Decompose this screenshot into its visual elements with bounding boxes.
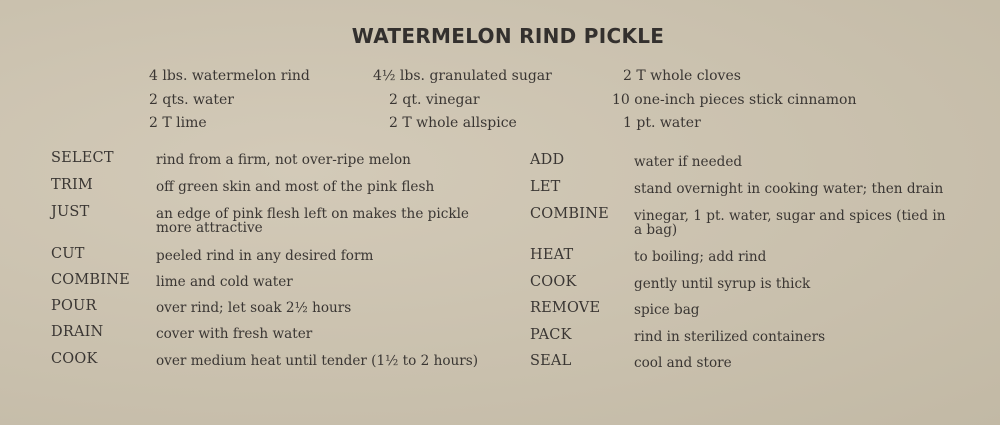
step-verb: LET [530,179,561,195]
step-verb: DRAIN [51,324,104,340]
ingredient-vinegar: 2 qt. vinegar [389,92,480,108]
step-verb: COOK [51,351,98,367]
step-verb: ADD [530,152,565,168]
step-verb: JUST [51,204,90,220]
ingredient-cloves: 2 T whole cloves [623,68,741,84]
step-text: spice bag [634,302,700,318]
step-text: peeled rind in any desired form [156,248,374,264]
ingredient-water: 2 qts. water [149,92,234,108]
step-text: cool and store [634,355,732,371]
step-verb: REMOVE [530,300,601,316]
step-text: off green skin and most of the pink flesh [156,179,435,195]
step-verb: SEAL [530,353,572,369]
step-text: gently until syrup is thick [634,276,811,292]
step-text: vinegar, 1 pt. water, sugar and spices (tied in [634,208,946,224]
step-text-continuation: a bag) [634,222,678,238]
step-text: over medium heat until tender (1½ to 2 hours) [156,353,479,369]
step-verb: COMBINE [51,272,130,288]
step-text-continuation: more attractive [156,220,263,236]
step-text: water if needed [634,154,743,170]
step-verb: CUT [51,246,85,262]
recipe-title: WATERMELON RIND PICKLE [351,24,665,48]
step-text: rind from a firm, not over-ripe melon [156,152,411,168]
step-verb: COOK [530,274,577,290]
ingredient-lime: 2 T lime [149,115,207,131]
step-text: cover with fresh water [156,326,313,342]
ingredient-sugar: 4½ lbs. granulated sugar [373,68,552,84]
step-verb: POUR [51,298,97,314]
step-text: rind in sterilized containers [634,329,826,345]
step-text: to boiling; add rind [634,249,767,265]
ingredient-watermelon-rind: 4 lbs. watermelon rind [149,68,310,84]
step-text: stand overnight in cooking water; then drain [634,181,944,197]
step-text: an edge of pink flesh left on makes the pickle [156,206,469,222]
step-verb: HEAT [530,247,574,263]
step-verb: PACK [530,327,572,343]
ingredient-cinnamon: 10 one-inch pieces stick cinnamon [612,92,857,108]
ingredient-water-pint: 1 pt. water [623,115,701,131]
ingredient-allspice: 2 T whole allspice [389,115,517,131]
step-verb: SELECT [51,150,114,166]
step-text: lime and cold water [156,274,293,290]
step-verb: COMBINE [530,206,609,222]
step-text: over rind; let soak 2½ hours [156,300,352,316]
step-verb: TRIM [51,177,93,193]
